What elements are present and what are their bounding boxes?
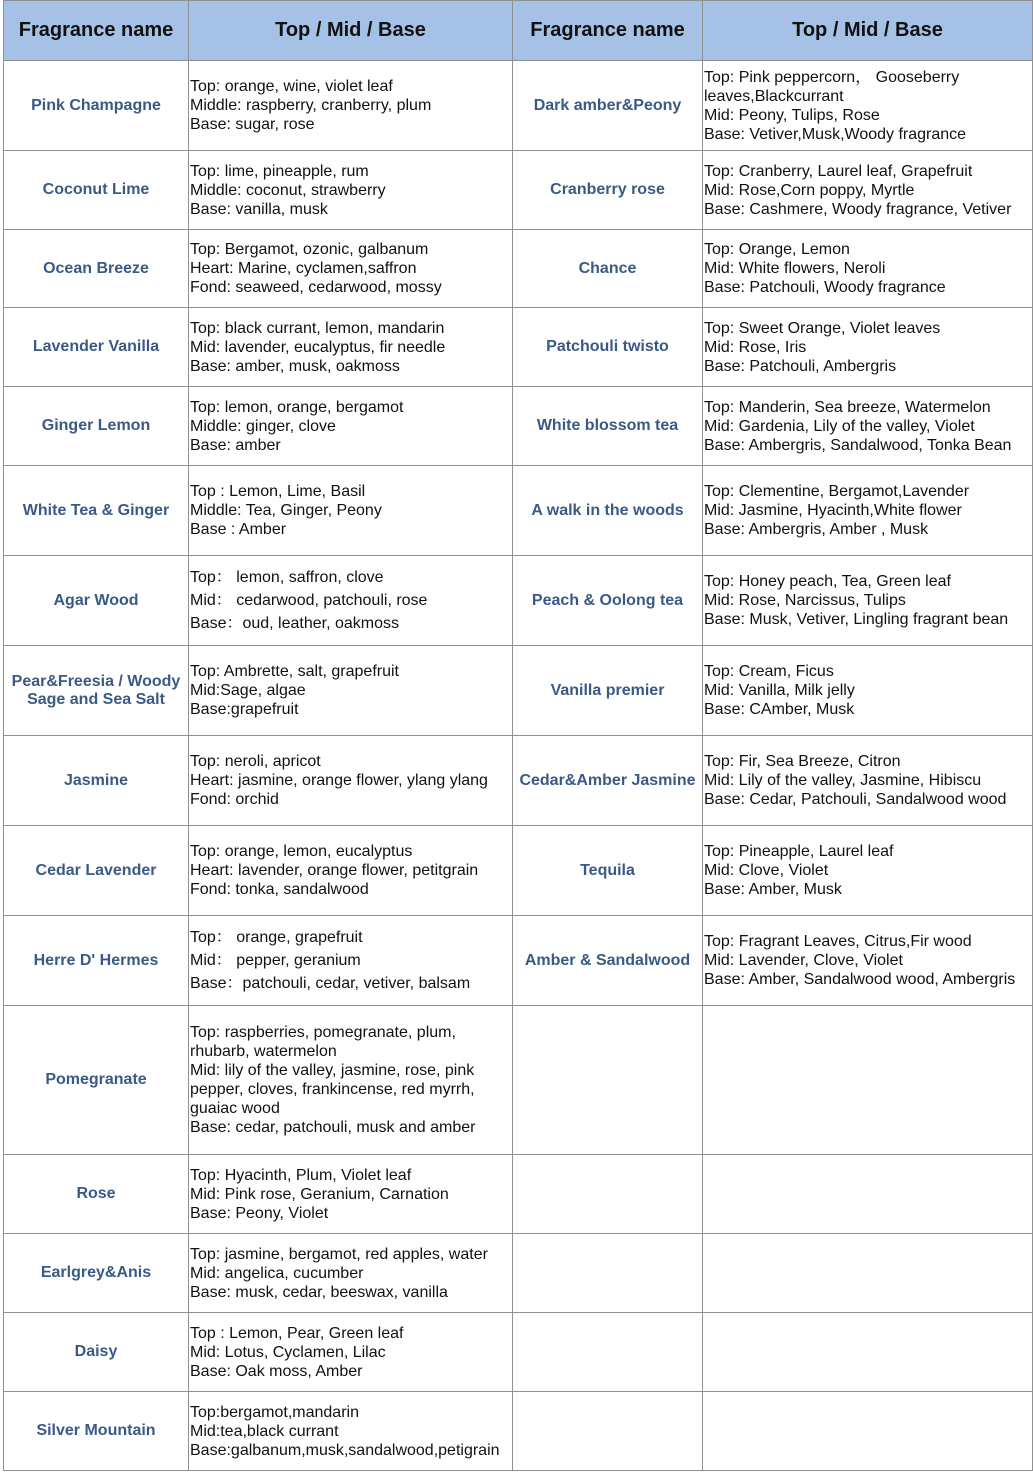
- fragrance-notes: [189, 1155, 513, 1234]
- fragrance-name: Agar Wood: [4, 556, 189, 646]
- note-line: Heart: lavender, orange flower, petitgrain: [190, 862, 479, 879]
- note-line: Middle: raspberry, cranberry, plum: [190, 97, 432, 114]
- fragrance-name: Rose: [4, 1155, 189, 1234]
- note-line: Mid:tea,black currant: [190, 1422, 339, 1440]
- table-row: [4, 61, 1033, 151]
- fragrance-notes: [189, 556, 513, 646]
- note-line: Base: Patchouli, Woody fragrance: [704, 279, 946, 296]
- note-line: Base: Peony, Violet: [190, 1204, 329, 1222]
- note-line: Top： lemon, saffron, clove: [190, 569, 384, 586]
- note-line: Mid: Rose, Narcissus, Tulips: [704, 592, 906, 609]
- fragrance-name: Peach & Oolong tea: [513, 556, 703, 646]
- table-row: [4, 1313, 1033, 1392]
- empty-cell: [703, 1313, 1033, 1392]
- note-line: Top: Clementine, Bergamot,Lavender: [704, 483, 970, 500]
- note-line: Top: Hyacinth, Plum, Violet leaf: [190, 1166, 412, 1184]
- note-line: Mid: lily of the valley, jasmine, rose, pink pepper, cloves, frankincense, red myrrh, guaiac wood: [190, 1062, 475, 1117]
- note-line: Top: Pineapple, Laurel leaf: [704, 843, 894, 860]
- note-line: Mid: Gardenia, Lily of the valley, Violet: [704, 417, 975, 435]
- note-line: Base: cedar, patchouli, musk and amber: [190, 1119, 476, 1136]
- empty-cell: [703, 1006, 1033, 1155]
- empty-cell: [513, 1313, 703, 1392]
- header-fragrance-name-right: Fragrance name: [513, 1, 703, 61]
- fragrance-notes: [703, 151, 1033, 230]
- fragrance-name: Cranberry rose: [513, 151, 703, 230]
- fragrance-notes: [189, 230, 513, 308]
- fragrance-notes: [703, 556, 1033, 646]
- note-line: Base:galbanum,musk,sandalwood,petigrain: [190, 1441, 500, 1459]
- header-row: [4, 1, 1033, 61]
- note-line: Mid: Rose,Corn poppy, Myrtle: [704, 181, 915, 199]
- fragrance-notes: [189, 151, 513, 230]
- fragrance-notes: [189, 466, 513, 556]
- table-row: [4, 1234, 1033, 1313]
- note-line: Top: Sweet Orange, Violet leaves: [704, 319, 941, 337]
- fragrance-name: Herre D' Hermes: [4, 916, 189, 1006]
- fragrance-name: Chance: [513, 230, 703, 308]
- fragrance-name: Lavender Vanilla: [4, 308, 189, 387]
- note-line: Mid: Jasmine, Hyacinth,White flower: [704, 502, 962, 519]
- note-line: Heart: Marine, cyclamen,saffron: [190, 260, 417, 277]
- fragrance-notes: [189, 61, 513, 151]
- fragrance-name: Silver Mountain: [4, 1392, 189, 1471]
- table-row: [4, 826, 1033, 916]
- note-line: Top: neroli, apricot: [190, 753, 321, 770]
- fragrance-name: Ocean Breeze: [4, 230, 189, 308]
- note-line: Top: Pink peppercorn， Gooseberry leaves,Blackcurrant: [704, 68, 960, 105]
- note-line: Middle: coconut, strawberry: [190, 181, 386, 199]
- note-line: Heart: jasmine, orange flower, ylang ylang: [190, 772, 488, 789]
- fragrance-name: Daisy: [4, 1313, 189, 1392]
- note-line: Base: Amber, Musk: [704, 881, 842, 898]
- fragrance-notes: [703, 466, 1033, 556]
- fragrance-notes: [189, 1392, 513, 1471]
- empty-cell: [513, 1155, 703, 1234]
- fragrance-notes: [703, 826, 1033, 916]
- empty-cell: [703, 1155, 1033, 1234]
- note-line: Base: amber: [190, 436, 281, 454]
- fragrance-notes: [189, 1313, 513, 1392]
- empty-cell: [513, 1392, 703, 1471]
- note-line: Base: musk, cedar, beeswax, vanilla: [190, 1283, 448, 1301]
- fragrance-name: Vanilla premier: [513, 646, 703, 736]
- fragrance-notes: [703, 230, 1033, 308]
- note-line: Top: raspberries, pomegranate, plum, rhubarb, watermelon: [190, 1024, 456, 1060]
- table-row: [4, 151, 1033, 230]
- fragrance-notes: [703, 308, 1033, 387]
- note-line: Base: Patchouli, Ambergris: [704, 357, 897, 375]
- note-line: Top: jasmine, bergamot, red apples, water: [190, 1245, 488, 1263]
- fragrance-name: Earlgrey&Anis: [4, 1234, 189, 1313]
- note-line: Base: Oak moss, Amber: [190, 1362, 363, 1380]
- note-line: Top: lime, pineapple, rum: [190, 162, 369, 180]
- fragrance-name: Amber & Sandalwood: [513, 916, 703, 1006]
- empty-cell: [703, 1234, 1033, 1313]
- fragrance-notes: [189, 308, 513, 387]
- note-line: Fond: seaweed, cedarwood, mossy: [190, 279, 442, 296]
- note-line: Top: Honey peach, Tea, Green leaf: [704, 573, 951, 590]
- fragrance-name: Pink Champagne: [4, 61, 189, 151]
- table-row: [4, 466, 1033, 556]
- note-line: Base: vanilla, musk: [190, 200, 328, 218]
- fragrance-name: Jasmine: [4, 736, 189, 826]
- note-line: Top: Ambrette, salt, grapefruit: [190, 663, 399, 680]
- note-line: Middle: ginger, clove: [190, 417, 336, 435]
- table-row: [4, 1392, 1033, 1471]
- empty-cell: [513, 1234, 703, 1313]
- fragrance-notes: [703, 61, 1033, 151]
- fragrance-name: Coconut Lime: [4, 151, 189, 230]
- note-line: Base: Amber, Sandalwood wood, Ambergris: [704, 971, 1016, 988]
- table-row: [4, 736, 1033, 826]
- header-notes-right: Top / Mid / Base: [703, 1, 1033, 61]
- note-line: Mid: Peony, Tulips, Rose: [704, 106, 880, 124]
- fragrance-name: White blossom tea: [513, 387, 703, 466]
- note-line: Mid: Pink rose, Geranium, Carnation: [190, 1185, 449, 1203]
- note-line: Mid: lavender, eucalyptus, fir needle: [190, 338, 446, 356]
- note-line: Mid: Rose, Iris: [704, 338, 807, 356]
- fragrance-name: Ginger Lemon: [4, 387, 189, 466]
- note-line: Base：oud, leather, oakmoss: [190, 615, 400, 632]
- note-line: Top: black currant, lemon, mandarin: [190, 319, 445, 337]
- note-line: Base: Musk, Vetiver, Lingling fragrant bean: [704, 611, 1009, 628]
- note-line: Mid: White flowers, Neroli: [704, 260, 886, 277]
- note-line: Base：patchouli, cedar, vetiver, balsam: [190, 975, 471, 992]
- fragrance-notes: [703, 387, 1033, 466]
- note-line: Mid： pepper, geranium: [190, 952, 361, 969]
- note-line: Mid: Lavender, Clove, Violet: [704, 952, 903, 969]
- note-line: Top: Bergamot, ozonic, galbanum: [190, 241, 429, 258]
- fragrance-notes: [189, 916, 513, 1006]
- note-line: Base: Ambergris, Sandalwood, Tonka Bean: [704, 436, 1012, 454]
- note-line: Top： orange, grapefruit: [190, 929, 363, 946]
- note-line: Top: Cream, Ficus: [704, 663, 834, 680]
- note-line: Top : Lemon, Pear, Green leaf: [190, 1324, 404, 1342]
- fragrance-notes: [189, 387, 513, 466]
- table-row: [4, 308, 1033, 387]
- empty-cell: [703, 1392, 1033, 1471]
- note-line: Fond: orchid: [190, 791, 279, 808]
- note-line: Base: Cashmere, Woody fragrance, Vetiver: [704, 200, 1012, 218]
- note-line: Top: orange, wine, violet leaf: [190, 78, 393, 95]
- note-line: Top: Fragrant Leaves, Citrus,Fir wood: [704, 933, 972, 950]
- fragrance-name: Pomegranate: [4, 1006, 189, 1155]
- fragrance-name: Cedar&Amber Jasmine: [513, 736, 703, 826]
- note-line: Mid: Vanilla, Milk jelly: [704, 682, 855, 699]
- fragrance-notes: [189, 646, 513, 736]
- note-line: Middle: Tea, Ginger, Peony: [190, 502, 382, 519]
- fragrance-notes: [189, 736, 513, 826]
- table-row: [4, 1155, 1033, 1234]
- fragrance-notes-table: [3, 0, 1033, 1471]
- fragrance-name: Pear&Freesia / Woody Sage and Sea Salt: [4, 646, 189, 736]
- fragrance-name: Dark amber&Peony: [513, 61, 703, 151]
- note-line: Base: sugar, rose: [190, 116, 315, 133]
- note-line: Top: lemon, orange, bergamot: [190, 398, 404, 416]
- note-line: Mid:Sage, algae: [190, 682, 306, 699]
- note-line: Mid: Lotus, Cyclamen, Lilac: [190, 1343, 386, 1361]
- fragrance-notes: [189, 1234, 513, 1313]
- table-row: [4, 646, 1033, 736]
- fragrance-notes: [189, 1006, 513, 1155]
- note-line: Mid: Lily of the valley, Jasmine, Hibiscu: [704, 772, 982, 789]
- fragrance-notes: [703, 646, 1033, 736]
- table-row: [4, 387, 1033, 466]
- fragrance-name: Patchouli twisto: [513, 308, 703, 387]
- table-row: [4, 916, 1033, 1006]
- fragrance-notes: [189, 826, 513, 916]
- note-line: Mid: angelica, cucumber: [190, 1264, 364, 1282]
- header-fragrance-name-left: Fragrance name: [4, 1, 189, 61]
- note-line: Mid: Clove, Violet: [704, 862, 829, 879]
- note-line: Top: orange, lemon, eucalyptus: [190, 843, 413, 860]
- note-line: Base: Ambergris, Amber , Musk: [704, 521, 929, 538]
- empty-cell: [513, 1006, 703, 1155]
- fragrance-notes: [703, 916, 1033, 1006]
- note-line: Base:grapefruit: [190, 701, 299, 718]
- fragrance-notes: [703, 736, 1033, 826]
- note-line: Top:bergamot,mandarin: [190, 1403, 359, 1421]
- fragrance-name: White Tea & Ginger: [4, 466, 189, 556]
- table-row: [4, 1006, 1033, 1155]
- note-line: Fond: tonka, sandalwood: [190, 881, 369, 898]
- header-notes-left: Top / Mid / Base: [189, 1, 513, 61]
- note-line: Base: amber, musk, oakmoss: [190, 357, 400, 375]
- note-line: Base: Vetiver,Musk,Woody fragrance: [704, 125, 967, 143]
- note-line: Base: CAmber, Musk: [704, 701, 855, 718]
- note-line: Top: Manderin, Sea breeze, Watermelon: [704, 398, 991, 416]
- fragrance-name: Tequila: [513, 826, 703, 916]
- note-line: Top: Fir, Sea Breeze, Citron: [704, 753, 901, 770]
- note-line: Base : Amber: [190, 521, 287, 538]
- table-row: [4, 230, 1033, 308]
- fragrance-name: A walk in the woods: [513, 466, 703, 556]
- note-line: Top: Cranberry, Laurel leaf, Grapefruit: [704, 162, 973, 180]
- note-line: Mid： cedarwood, patchouli, rose: [190, 592, 428, 609]
- table-row: [4, 556, 1033, 646]
- note-line: Top : Lemon, Lime, Basil: [190, 483, 366, 500]
- note-line: Base: Cedar, Patchouli, Sandalwood wood: [704, 791, 1007, 808]
- note-line: Top: Orange, Lemon: [704, 241, 850, 258]
- fragrance-name: Cedar Lavender: [4, 826, 189, 916]
